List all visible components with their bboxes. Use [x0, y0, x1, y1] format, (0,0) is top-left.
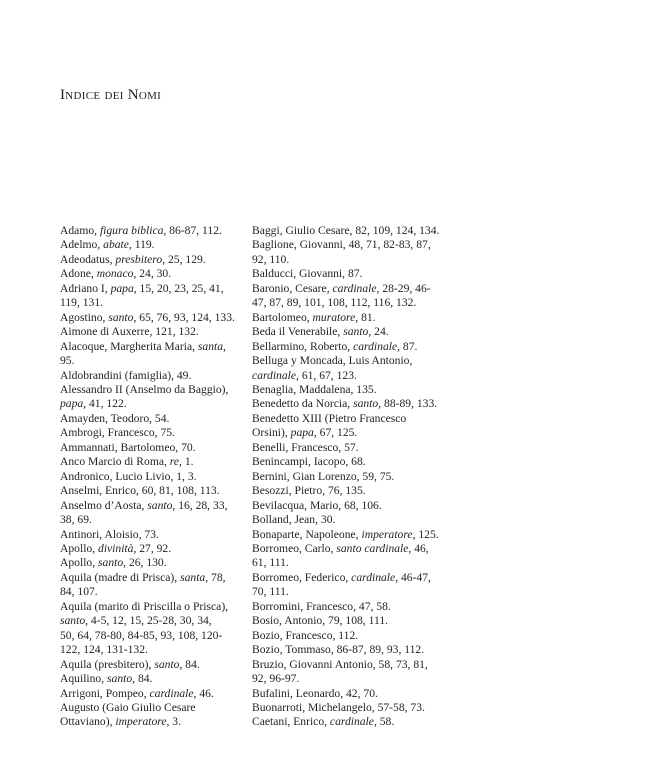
index-entry [60, 267, 246, 281]
index-entry-line: Bartolomeo, muratore, 81. [252, 310, 376, 324]
index-entry-line: Aquilino, santo, 84. [60, 672, 153, 686]
index-entry-line: Ammannati, Bartolomeo, 70. [60, 440, 196, 454]
index-entry-line: Belluga y Moncada, Luis Antonio, [252, 354, 413, 368]
index-entry-line: 119, 131. [60, 296, 104, 310]
index-column-right [252, 224, 444, 730]
index-entry-line: Bonaparte, Napoleone, imperatore, 125. [252, 527, 439, 541]
index-entry-line: Alacoque, Margherita Maria, santa, [60, 339, 226, 353]
index-entry [60, 556, 246, 570]
index-entry [252, 513, 444, 527]
index-entry [60, 311, 246, 325]
index-entry-line: Benedetto XIII (Pietro Francesco [252, 411, 407, 425]
index-entry [60, 701, 246, 730]
index-entry-line: Baggi, Giulio Cesare, 82, 109, 124, 134. [252, 224, 440, 237]
index-entry-line: 122, 124, 131-132. [60, 643, 148, 657]
index-entry [60, 499, 246, 528]
index-entry [252, 383, 444, 397]
index-entry [252, 484, 444, 498]
index-entry [60, 484, 246, 498]
index-entry-line: Borromeo, Federico, cardinale, 46-47, [252, 570, 431, 584]
index-entry-line: Aquila (madre di Prisca), santa, 78, [60, 570, 226, 584]
index-entry-line: Bozio, Tommaso, 86-87, 89, 93, 112. [252, 643, 425, 657]
index-entry [252, 528, 444, 542]
index-entry [252, 701, 444, 715]
index-entry-line: Benedetto da Norcia, santo, 88-89, 133. [252, 397, 438, 411]
index-entry [252, 542, 444, 571]
index-entry [60, 282, 246, 311]
index-entry [60, 571, 246, 600]
index-entry [252, 455, 444, 469]
index-entry-line: 50, 64, 78-80, 84-85, 93, 108, 120- [60, 628, 223, 642]
index-entry-line: Borromeo, Carlo, santo cardinale, 46, [252, 541, 429, 555]
index-entry-line: Aquila (marito di Priscilla o Prisca), [60, 599, 229, 613]
index-entry-line: 84, 107. [60, 585, 98, 599]
index-entry-line: Anselmo d’Aosta, santo, 16, 28, 33, [60, 498, 228, 512]
index-entry-line: cardinale, 61, 67, 123. [252, 368, 357, 382]
index-entry-line: Borromini, Francesco, 47, 58. [252, 599, 391, 613]
index-entry-line: Anco Marcio di Roma, re, 1. [60, 455, 194, 469]
index-entry-line: Bevilacqua, Mario, 68, 106. [252, 498, 382, 512]
index-entry-line: 47, 87, 89, 101, 108, 112, 116, 132. [252, 296, 417, 310]
index-entry [252, 470, 444, 484]
index-entry-line: Benelli, Francesco, 57. [252, 440, 359, 454]
index-entry [252, 614, 444, 628]
index-entry [60, 383, 246, 412]
page-title: Indice dei Nomi [60, 87, 162, 103]
index-entry [252, 224, 444, 238]
index-entry-line: 95. [60, 354, 75, 368]
index-entry-line: papa, 41, 122. [60, 397, 127, 411]
index-entry-line: 92, 96-97. [252, 672, 300, 686]
index-entry [60, 528, 246, 542]
index-entry [60, 470, 246, 484]
index-entry-line: Bellarmino, Roberto, cardinale, 87. [252, 339, 418, 353]
index-entry-line: Adelmo, abate, 119. [60, 238, 155, 252]
index-entry [252, 412, 444, 441]
index-entry [252, 325, 444, 339]
index-entry [60, 687, 246, 701]
index-entry-line: Antinori, Aloisio, 73. [60, 527, 159, 541]
index-entry [60, 426, 246, 440]
index-entry-line: Balducci, Giovanni, 87. [252, 267, 363, 281]
index-entry [60, 600, 246, 658]
index-entry-line: Benaglia, Maddalena, 135. [252, 382, 377, 396]
index-entry-line: Anselmi, Enrico, 60, 81, 108, 113. [60, 484, 220, 498]
index-entry [60, 238, 246, 252]
index-entry [60, 369, 246, 383]
index-entry-line: 38, 69. [60, 513, 92, 527]
index-entry-line: Beda il Venerabile, santo, 24. [252, 325, 389, 339]
index-entry-line: Adamo, figura biblica, 86-87, 112. [60, 224, 222, 237]
index-entry-line: Amayden, Teodoro, 54. [60, 411, 170, 425]
index-entry [60, 455, 246, 469]
index-entry-line: 61, 111. [252, 556, 289, 570]
index-entry [60, 340, 246, 369]
index-entry [252, 311, 444, 325]
index-entry [252, 340, 444, 354]
index-entry-line: Agostino, santo, 65, 76, 93, 124, 133. [60, 310, 235, 324]
index-entry-line: Bozio, Francesco, 112. [252, 628, 359, 642]
index-entry-line: Besozzi, Pietro, 76, 135. [252, 484, 366, 498]
index-entry-line: Benincampi, Iacopo, 68. [252, 455, 366, 469]
index-entry-line: Adone, monaco, 24, 30. [60, 267, 172, 281]
index-entry [252, 267, 444, 281]
index-entry-line: Ottaviano), imperatore, 3. [60, 715, 181, 729]
index-entry [252, 658, 444, 687]
index-entry-line: santo, 4-5, 12, 15, 25-28, 30, 34, [60, 614, 212, 628]
index-entry [252, 629, 444, 643]
index-entry-line: Caetani, Enrico, cardinale, 58. [252, 715, 395, 729]
index-entry [60, 325, 246, 339]
index-entry-line: Aquila (presbitero), santo, 84. [60, 657, 200, 671]
index-entry [252, 282, 444, 311]
index-entry [60, 542, 246, 556]
index-entry-line: Bosio, Antonio, 79, 108, 111. [252, 614, 389, 628]
index-entry [252, 397, 444, 411]
index-entry-line: Buonarroti, Michelangelo, 57-58, 73. [252, 700, 425, 714]
index-entry-line: Adriano I, papa, 15, 20, 23, 25, 41, [60, 281, 224, 295]
index-entry [252, 499, 444, 513]
index-entry-line: 92, 110. [252, 252, 290, 266]
index-entry [252, 687, 444, 701]
index-entry [60, 441, 246, 455]
index-column-left [60, 224, 246, 730]
index-entry-line: Alessandro II (Anselmo da Baggio), [60, 382, 229, 396]
index-entry-line: Aimone di Auxerre, 121, 132. [60, 325, 199, 339]
index-entry-line: Bufalini, Leonardo, 42, 70. [252, 686, 378, 700]
index-entry-line: Adeodatus, presbitero, 25, 129. [60, 252, 206, 266]
index-entry [60, 224, 246, 238]
index-entry [252, 715, 444, 729]
index-entry [60, 658, 246, 672]
index-entry-line: 70, 111. [252, 585, 289, 599]
index-entry-line: Augusto (Gaio Giulio Cesare [60, 700, 196, 714]
index-entry [60, 253, 246, 267]
index-entry [60, 412, 246, 426]
index-entry [252, 571, 444, 600]
index-entry [252, 441, 444, 455]
index-entry-line: Bernini, Gian Lorenzo, 59, 75. [252, 469, 395, 483]
index-entry-line: Baronio, Cesare, cardinale, 28-29, 46- [252, 281, 431, 295]
index-entry [252, 600, 444, 614]
index-entry [252, 238, 444, 267]
index-entry-line: Orsini), papa, 67, 125. [252, 426, 358, 440]
index-entry [60, 672, 246, 686]
index-entry-line: Bolland, Jean, 30. [252, 513, 336, 527]
index-entry-line: Arrigoni, Pompeo, cardinale, 46. [60, 686, 214, 700]
index-entry-line: Ambrogi, Francesco, 75. [60, 426, 175, 440]
index-entry [252, 354, 444, 383]
index-entry-line: Apollo, divinità, 27, 92. [60, 541, 172, 555]
index-entry [252, 643, 444, 657]
index-entry-line: Apollo, santo, 26, 130. [60, 556, 167, 570]
index-entry-line: Aldobrandini (famiglia), 49. [60, 368, 192, 382]
index-entry-line: Andronico, Lucio Livio, 1, 3. [60, 469, 197, 483]
index-entry-line: Bruzio, Giovanni Antonio, 58, 73, 81, [252, 657, 428, 671]
index-entry-line: Baglione, Giovanni, 48, 71, 82-83, 87, [252, 238, 431, 252]
